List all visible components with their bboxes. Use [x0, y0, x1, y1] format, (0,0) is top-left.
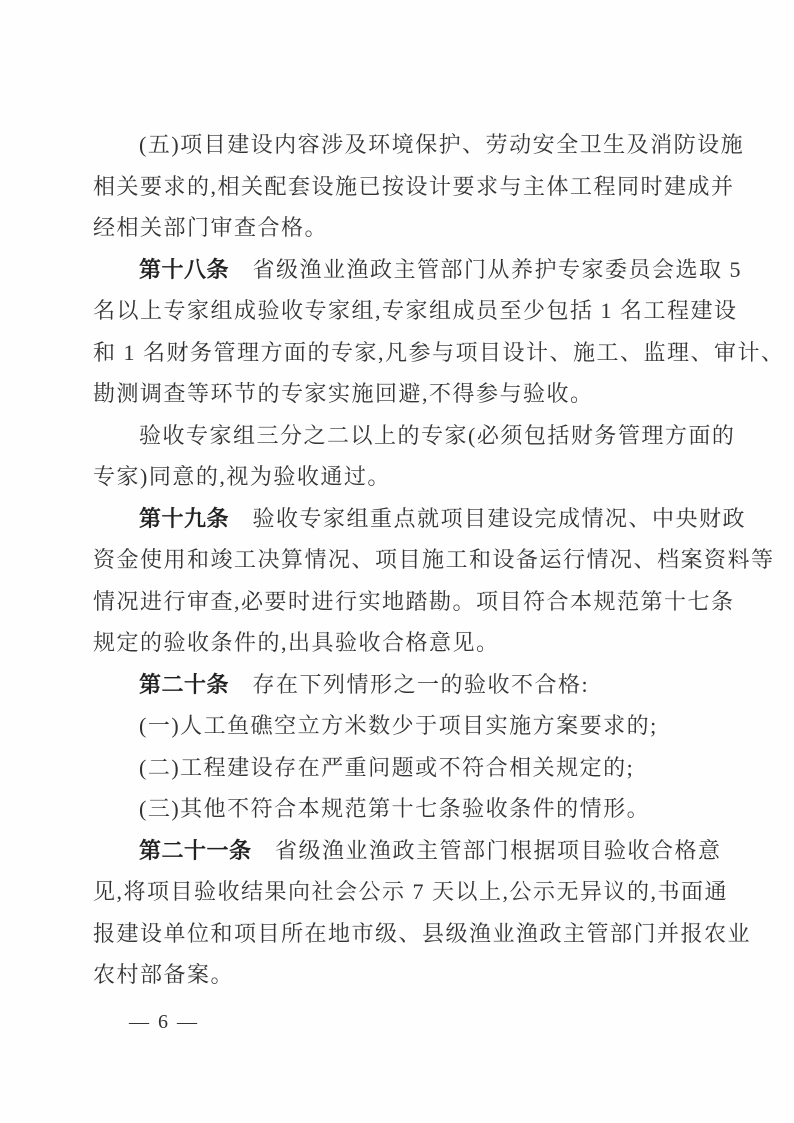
text-line	[93, 539, 775, 581]
article-line	[93, 664, 715, 706]
text-run: 资金使用和竣工决算情况、项目施工和设备运行情况、档案资料等	[93, 547, 775, 572]
text-run: 农村部备案。	[93, 962, 235, 987]
text-run: 名以上专家组成验收专家组,专家组成员至少包括 1 名工程建设	[93, 298, 738, 323]
text-run: (三)其他不符合本规范第十七条验收条件的情形。	[139, 796, 651, 821]
text-line	[93, 332, 785, 374]
article-number: 第十八条	[139, 256, 230, 282]
article-number: 第二十条	[139, 671, 230, 697]
text-run: 情况进行审查,必要时进行实地踏勘。项目符合本规范第十七条	[93, 588, 735, 614]
text-run: 验收专家组三分之二以上的专家(必须包括财务管理方面的	[139, 422, 736, 448]
text-line	[93, 415, 736, 457]
text-line	[93, 207, 715, 249]
text-block	[93, 124, 785, 996]
article-line	[93, 249, 743, 291]
text-line	[93, 581, 735, 623]
text-run: (一)人工鱼礁空立方米数少于项目实施方案要求的;	[139, 713, 658, 738]
document-body	[93, 124, 785, 1034]
text-line	[93, 290, 738, 332]
text-run: (五)项目建设内容涉及环境保护、劳动安全卫生及消防设施	[139, 132, 745, 157]
text-line	[93, 954, 715, 996]
text-line	[93, 166, 735, 208]
text-run: 勘测调查等环节的专家实施回避,不得参与验收。	[93, 381, 594, 406]
text-line	[93, 747, 715, 789]
text-line	[93, 705, 715, 747]
text-line	[93, 373, 715, 415]
text-line	[93, 124, 745, 166]
text-run: (二)工程建设存在严重问题或不符合相关规定的;	[139, 754, 635, 780]
article-line	[93, 830, 722, 872]
article-number: 第十九条	[139, 505, 230, 531]
text-line	[93, 871, 729, 913]
text-run: 见,将项目验收结果向社会公示 7 天以上,公示无异议的,书面通	[93, 879, 729, 904]
text-line	[93, 788, 715, 830]
article-number: 第二十一条	[139, 837, 252, 863]
text-line	[93, 456, 715, 498]
text-line	[93, 913, 752, 955]
article-line	[93, 498, 747, 540]
text-run: 省级渔业渔政主管部门根据项目验收合格意	[251, 837, 722, 863]
text-run: 和 1 名财务管理方面的专家,凡参与项目设计、施工、监理、审计、	[93, 339, 785, 365]
page-number: — 6 —	[129, 1010, 199, 1033]
text-run: 规定的验收条件的,出具验收合格意见。	[93, 630, 500, 655]
text-run: 相关要求的,相关配套设施已按设计要求与主体工程同时建成并	[93, 173, 735, 199]
text-run: 验收专家组重点就项目建设完成情况、中央财政	[229, 505, 747, 531]
text-run: 省级渔业渔政主管部门从养护专家委员会选取 5	[229, 256, 743, 282]
text-line	[93, 622, 715, 664]
text-run: 存在下列情形之一的验收不合格:	[229, 671, 590, 697]
text-run: 专家)同意的,视为验收通过。	[93, 464, 391, 489]
text-run: 经相关部门审查合格。	[93, 215, 329, 240]
text-run: 报建设单位和项目所在地市级、县级渔业渔政主管部门并报农业	[93, 920, 752, 946]
